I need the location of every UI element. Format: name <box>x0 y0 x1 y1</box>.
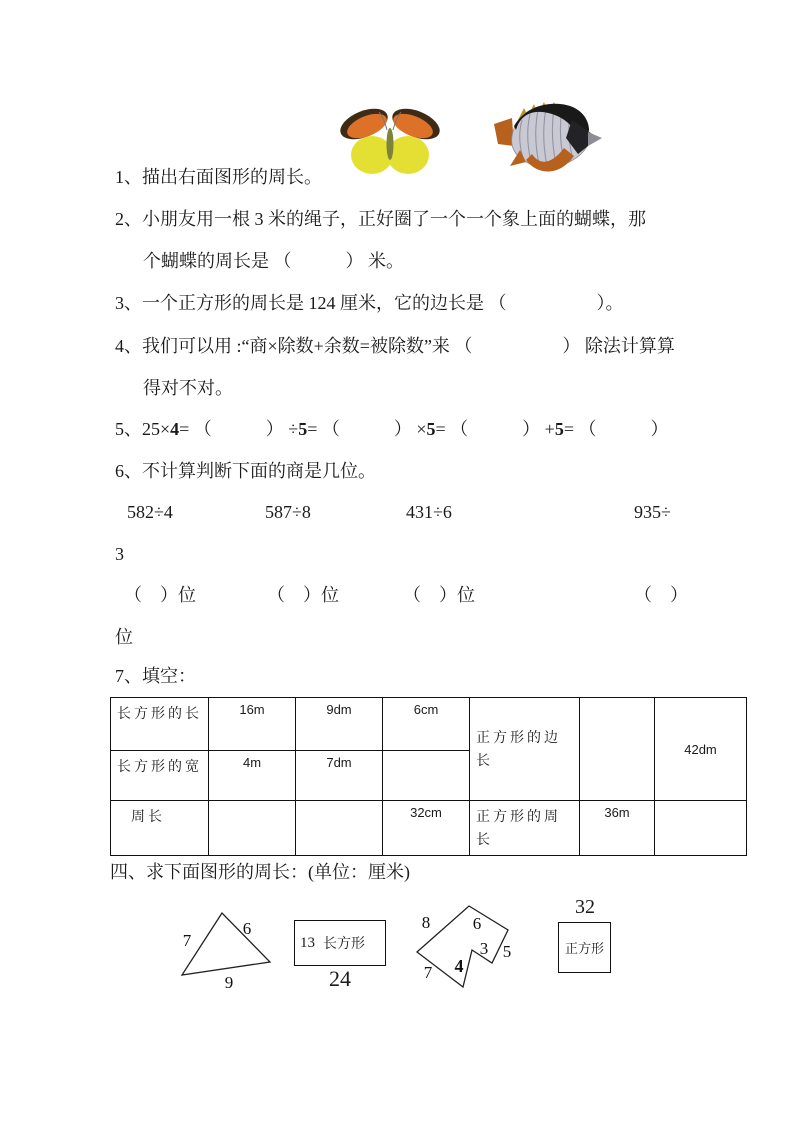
rectangle-figure <box>294 920 386 966</box>
table-cell-perimeter-3: 32cm <box>383 801 470 856</box>
triangle-side-right-label: 6 <box>242 919 252 938</box>
table-cell-square-side-1 <box>580 698 655 801</box>
table-cell-square-perimeter-2 <box>655 801 747 856</box>
division-expression-1: 582÷4 <box>127 502 173 522</box>
question-3: 3、一个正方形的周长是 124 厘米，它的边长是 （ ）。 <box>115 293 624 313</box>
square-figure <box>558 922 611 973</box>
polygon-side-5-label: 5 <box>502 942 512 961</box>
triangle-side-left-label: 7 <box>182 931 192 950</box>
rectangle-name-label: 长方形 <box>323 937 365 952</box>
fill-in-table <box>110 697 747 856</box>
question-2-line-1: 2、小朋友用一根 3 米的绳子，正好圈了一个一个象上面的蝴蝶，那 <box>115 209 646 229</box>
table-cell-square-perimeter-label: 正方形的周长 <box>470 801 580 856</box>
division-expression-2: 587÷8 <box>265 502 311 522</box>
answer-slot-2: （ ）位 <box>267 585 339 605</box>
answer-slot-1: （ ）位 <box>124 585 196 605</box>
division-expression-4: 935÷ <box>634 502 671 522</box>
division-expression-4-wrap: 3 <box>115 544 124 564</box>
question-5: 5、25×4= （ ） ÷5= （ ） ×5= （ ） +5= （ ） <box>115 419 669 439</box>
square-top-label: 32 <box>575 896 595 918</box>
polygon-side-6-label: 6 <box>472 914 482 933</box>
table-cell-perimeter-1 <box>209 801 296 856</box>
polygon-side-4-label: 4 <box>454 956 464 976</box>
answer-slot-4-wrap: 位 <box>115 627 133 647</box>
answer-slot-4: （ ） <box>634 585 688 605</box>
table-cell-width-1: 4m <box>209 751 296 801</box>
table-cell-square-side-label: 正方形的边长 <box>470 698 580 801</box>
question-4-line-2: 得对不对。 <box>143 378 233 398</box>
division-expression-3: 431÷6 <box>406 502 452 522</box>
table-cell-rect-length-label: 长方形的长 <box>111 698 209 751</box>
triangle-figure <box>158 897 282 997</box>
table-cell-length-1: 16m <box>209 698 296 751</box>
question-2-line-2: 个蝴蝶的周长是 （ ） 米。 <box>143 251 404 271</box>
question-4-line-1: 4、我们可以用 :“商×除数+余数=被除数”来 （ ） 除法计算算 <box>115 336 675 356</box>
butterfly-image <box>338 104 442 180</box>
question-1: 1、描出右面图形的周长。 <box>115 167 322 187</box>
rectangle-side-label: 13 <box>300 934 315 951</box>
rectangle-bottom-label: 24 <box>329 966 351 991</box>
polygon-side-3-label: 3 <box>479 939 489 958</box>
table-cell-length-3: 6cm <box>383 698 470 751</box>
table-cell-length-2: 9dm <box>296 698 383 751</box>
square-name-label: 正方形 <box>564 941 604 956</box>
question-5-number: 5、 <box>115 419 142 439</box>
triangle-side-bottom-label: 9 <box>224 973 234 992</box>
section-4-title: 四、求下面图形的周长：(单位：厘米) <box>110 862 410 882</box>
polygon-figure <box>405 893 520 995</box>
polygon-side-8-label: 8 <box>421 913 431 932</box>
question-6: 6、不计算判断下面的商是几位。 <box>115 461 376 481</box>
table-cell-perimeter-label: 周长 <box>111 801 209 856</box>
table-cell-width-3 <box>383 751 470 801</box>
table-cell-square-perimeter-1: 36m <box>580 801 655 856</box>
answer-slot-3: （ ）位 <box>403 585 475 605</box>
fish-image <box>492 94 604 182</box>
question-7: 7、填空： <box>115 666 196 686</box>
table-cell-square-side-2: 42dm <box>655 698 747 801</box>
polygon-side-7-label: 7 <box>423 963 433 982</box>
table-cell-rect-width-label: 长方形的宽 <box>111 751 209 801</box>
table-cell-perimeter-2 <box>296 801 383 856</box>
table-cell-width-2: 7dm <box>296 751 383 801</box>
